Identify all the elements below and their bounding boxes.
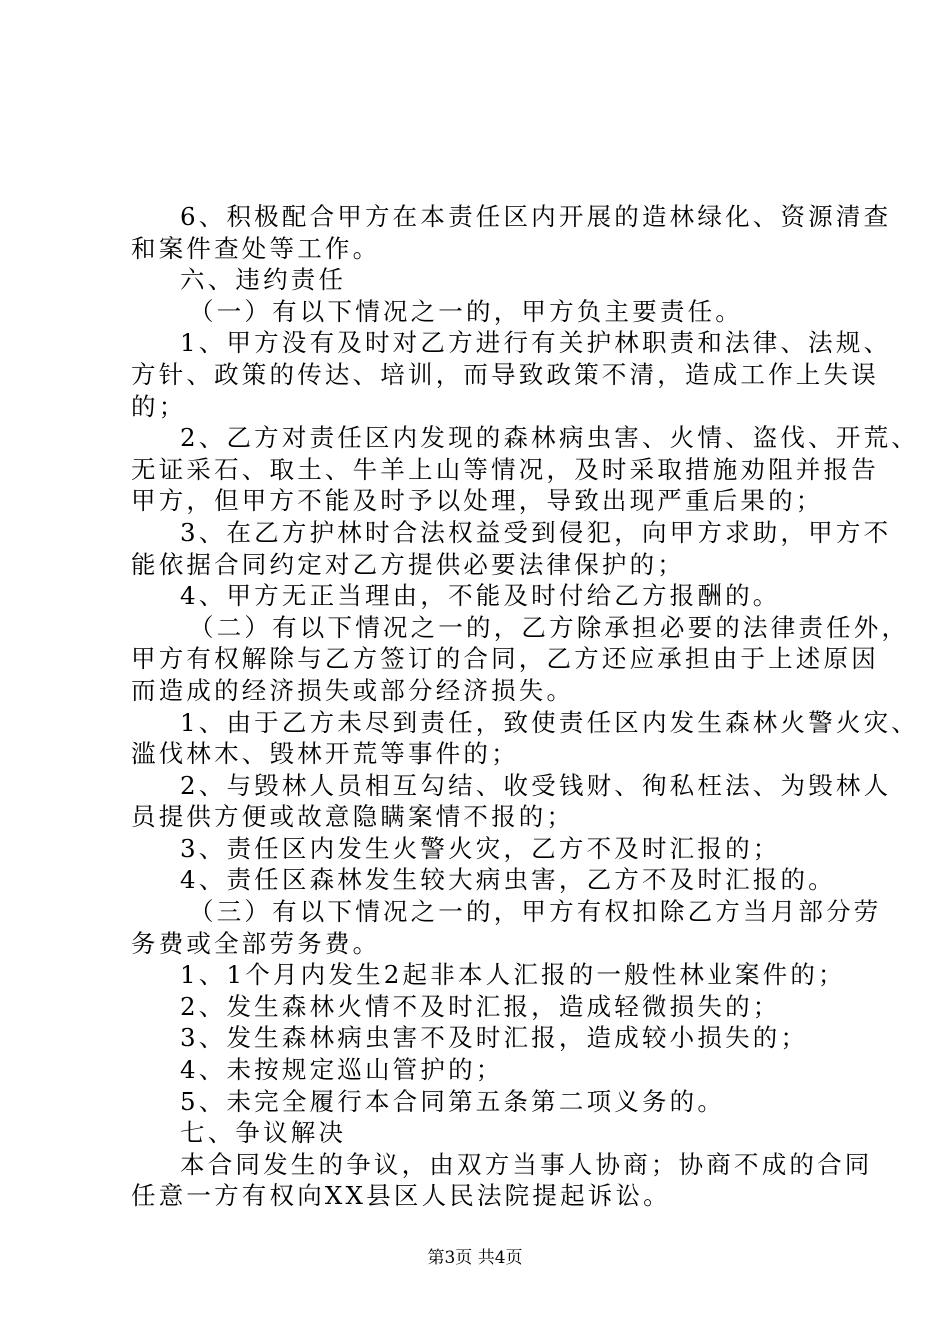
text-line: 本合同发生的争议，由双方当事人协商；协商不成的合同 (180, 1149, 873, 1179)
text-line: 能依据合同约定对乙方提供必要法律保护的； (131, 549, 685, 579)
text-line: 2、与毁林人员相互勾结、收受钱财、徇私枉法、为毁林人 (180, 770, 892, 800)
section-heading: 六、违约责任 (180, 265, 347, 295)
text-line: 1、由于乙方未尽到责任，致使责任区内发生森林火警火灾、 (180, 707, 919, 737)
text-line: 2、乙方对责任区内发现的森林病虫害、火情、盗伐、开荒、 (180, 423, 919, 453)
text-line: 甲方，但甲方不能及时予以处理，导致出现严重后果的； (131, 486, 824, 516)
text-line: 3、责任区内发生火警火灾，乙方不及时汇报的； (180, 833, 781, 863)
text-line: 6、积极配合甲方在本责任区内开展的造林绿化、资源清查 (180, 202, 892, 231)
text-line: 4、未按规定巡山管护的； (180, 1055, 504, 1085)
text-line: （一）有以下情况之一的，甲方负主要责任。 (189, 296, 743, 326)
text-line: 方针、政策的传达、培训，而导致政策不清，造成工作上失误 (131, 359, 879, 389)
text-line: 1、1个月内发生2起非本人汇报的一般性林业案件的； (180, 960, 846, 990)
text-line: 4、责任区森林发生较大病虫害，乙方不及时汇报的。 (180, 865, 836, 895)
text-line: 2、发生森林火情不及时汇报，造成轻微损失的； (180, 991, 781, 1021)
text-line: 3、发生森林病虫害不及时汇报，造成较小损失的； (180, 1023, 809, 1053)
text-line: 甲方有权解除与乙方签订的合同，乙方还应承担由于上述原因 (131, 644, 879, 674)
text-line: （二）有以下情况之一的，乙方除承担必要的法律责任外， (189, 612, 910, 642)
text-line: 任意一方有权向XX县区人民法院提起诉讼。 (131, 1181, 671, 1211)
text-line: 员提供方便或故意隐瞒案情不报的； (131, 802, 575, 832)
text-line: 和案件查处等工作。 (131, 233, 381, 263)
text-line: （三）有以下情况之一的，甲方有权扣除乙方当月部分劳 (189, 897, 882, 927)
text-line: 3、在乙方护林时合法权益受到侵犯，向甲方求助，甲方不 (180, 517, 892, 547)
page-footer: 第3页 共4页 (427, 1248, 523, 1268)
text-line: 滥伐林木、毁林开荒等事件的； (131, 739, 519, 769)
text-line: 无证采石、取土、牛羊上山等情况，及时采取措施劝阻并报告 (131, 454, 879, 484)
text-line: 的； (131, 391, 187, 421)
text-line: 5、未完全履行本合同第五条第二项义务的。 (180, 1086, 726, 1116)
section-heading: 七、争议解决 (180, 1118, 347, 1148)
text-line: 4、甲方无正当理由，不能及时付给乙方报酬的。 (180, 581, 781, 611)
text-line: 而造成的经济损失或部分经济损失。 (131, 675, 575, 705)
text-line: 1、甲方没有及时对乙方进行有关护林职责和法律、法规、 (180, 328, 892, 358)
document-body (131, 201, 919, 1212)
text-line: 务费或全部劳务费。 (131, 928, 381, 958)
